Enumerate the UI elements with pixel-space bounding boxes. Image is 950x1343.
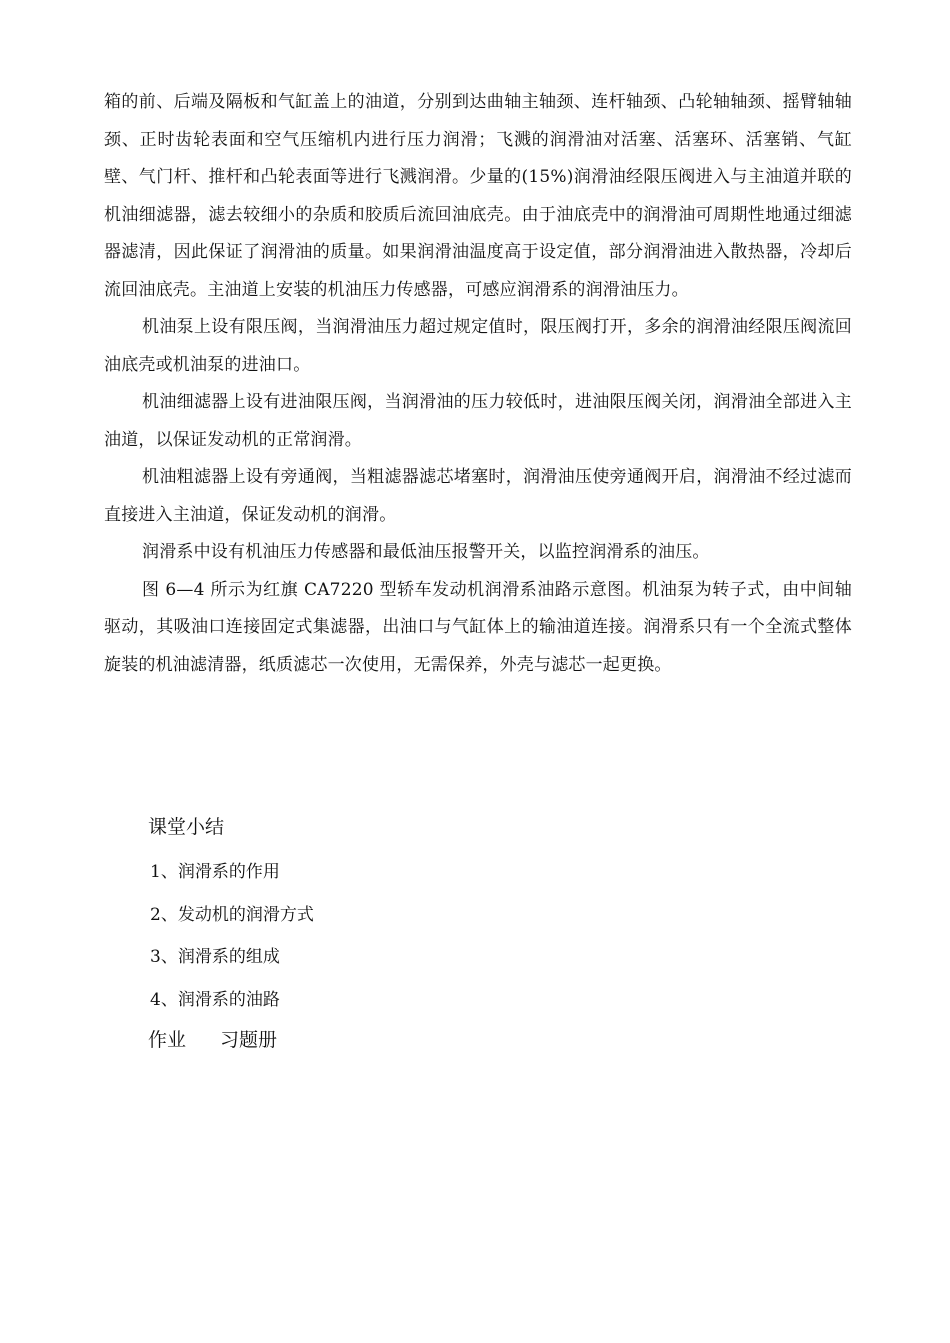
paragraph-pressure-sensor: 润滑系中设有机油压力传感器和最低油压报警开关，以监控润滑系的油压。 <box>142 542 710 562</box>
summary-item: 3、润滑系的组成 <box>150 947 280 967</box>
summary-item: 2、发动机的润滑方式 <box>150 904 314 925</box>
homework-value: 习题册 <box>220 1029 278 1051</box>
paragraph-fine-filter-valve: 机油细滤器上设有进油限压阀，当润滑油的压力较低时，进油限压阀关闭，润滑油全部进入主油道，以保证发动机的正常润滑。 <box>104 392 852 450</box>
paragraph-bypass-valve: 机油粗滤器上设有旁通阀，当粗滤器滤芯堵塞时，润滑油压使旁通阀开启，润滑油不经过滤而直接进入主油道，保证发动机的润滑。 <box>104 467 852 525</box>
paragraph-oil-circuit: 箱的前、后端及隔板和气缸盖上的油道，分别到达曲轴主轴颈、连杆轴颈、凸轮轴轴颈、摇臂轴轴颈、正时齿轮表面和空气压缩机内进行压力润滑；飞溅的润滑油对活塞、活塞环、活塞销、气缸壁、气门杆、推杆和凸轮表面等进行飞溅润滑。少量的(15%)润滑油经限压阀进入与主油道并联的机油细滤器，滤去较细小的杂质和胶质后流回油底壳。由于油底壳中的润滑油可周期性地通过细滤器滤清，因此保证了润滑油的质量。如果润滑油温度高于设定值，部分润滑油进入散热器，冷却后流回油底壳。主油道上安装的机油压力传感器，可感应润滑系的润滑油压力。 <box>104 92 852 300</box>
body-text <box>104 84 852 684</box>
paragraph-pump-relief-valve: 机油泵上设有限压阀，当润滑油压力超过规定值时，限压阀打开，多余的润滑油经限压阀流回油底壳或机油泵的进油口。 <box>104 317 852 375</box>
summary-item: 1、润滑系的作用 <box>150 862 280 882</box>
summary-item: 4、润滑系的油路 <box>150 989 280 1010</box>
summary-title: 课堂小结 <box>148 816 225 838</box>
summary-list <box>150 858 314 1028</box>
homework-label: 作业 <box>148 1029 187 1051</box>
paragraph-ca7220-system: 图 6—4 所示为红旗 CA7220 型轿车发动机润滑系油路示意图。机油泵为转子式，由中间轴驱动，其吸油口连接固定式集滤器，出油口与气缸体上的输油道连接。润滑系只有一个全流式整体旋装的机油滤清器，纸质滤芯一次使用，无需保养，外壳与滤芯一起更换。 <box>104 579 852 675</box>
homework-line <box>148 1025 277 1055</box>
